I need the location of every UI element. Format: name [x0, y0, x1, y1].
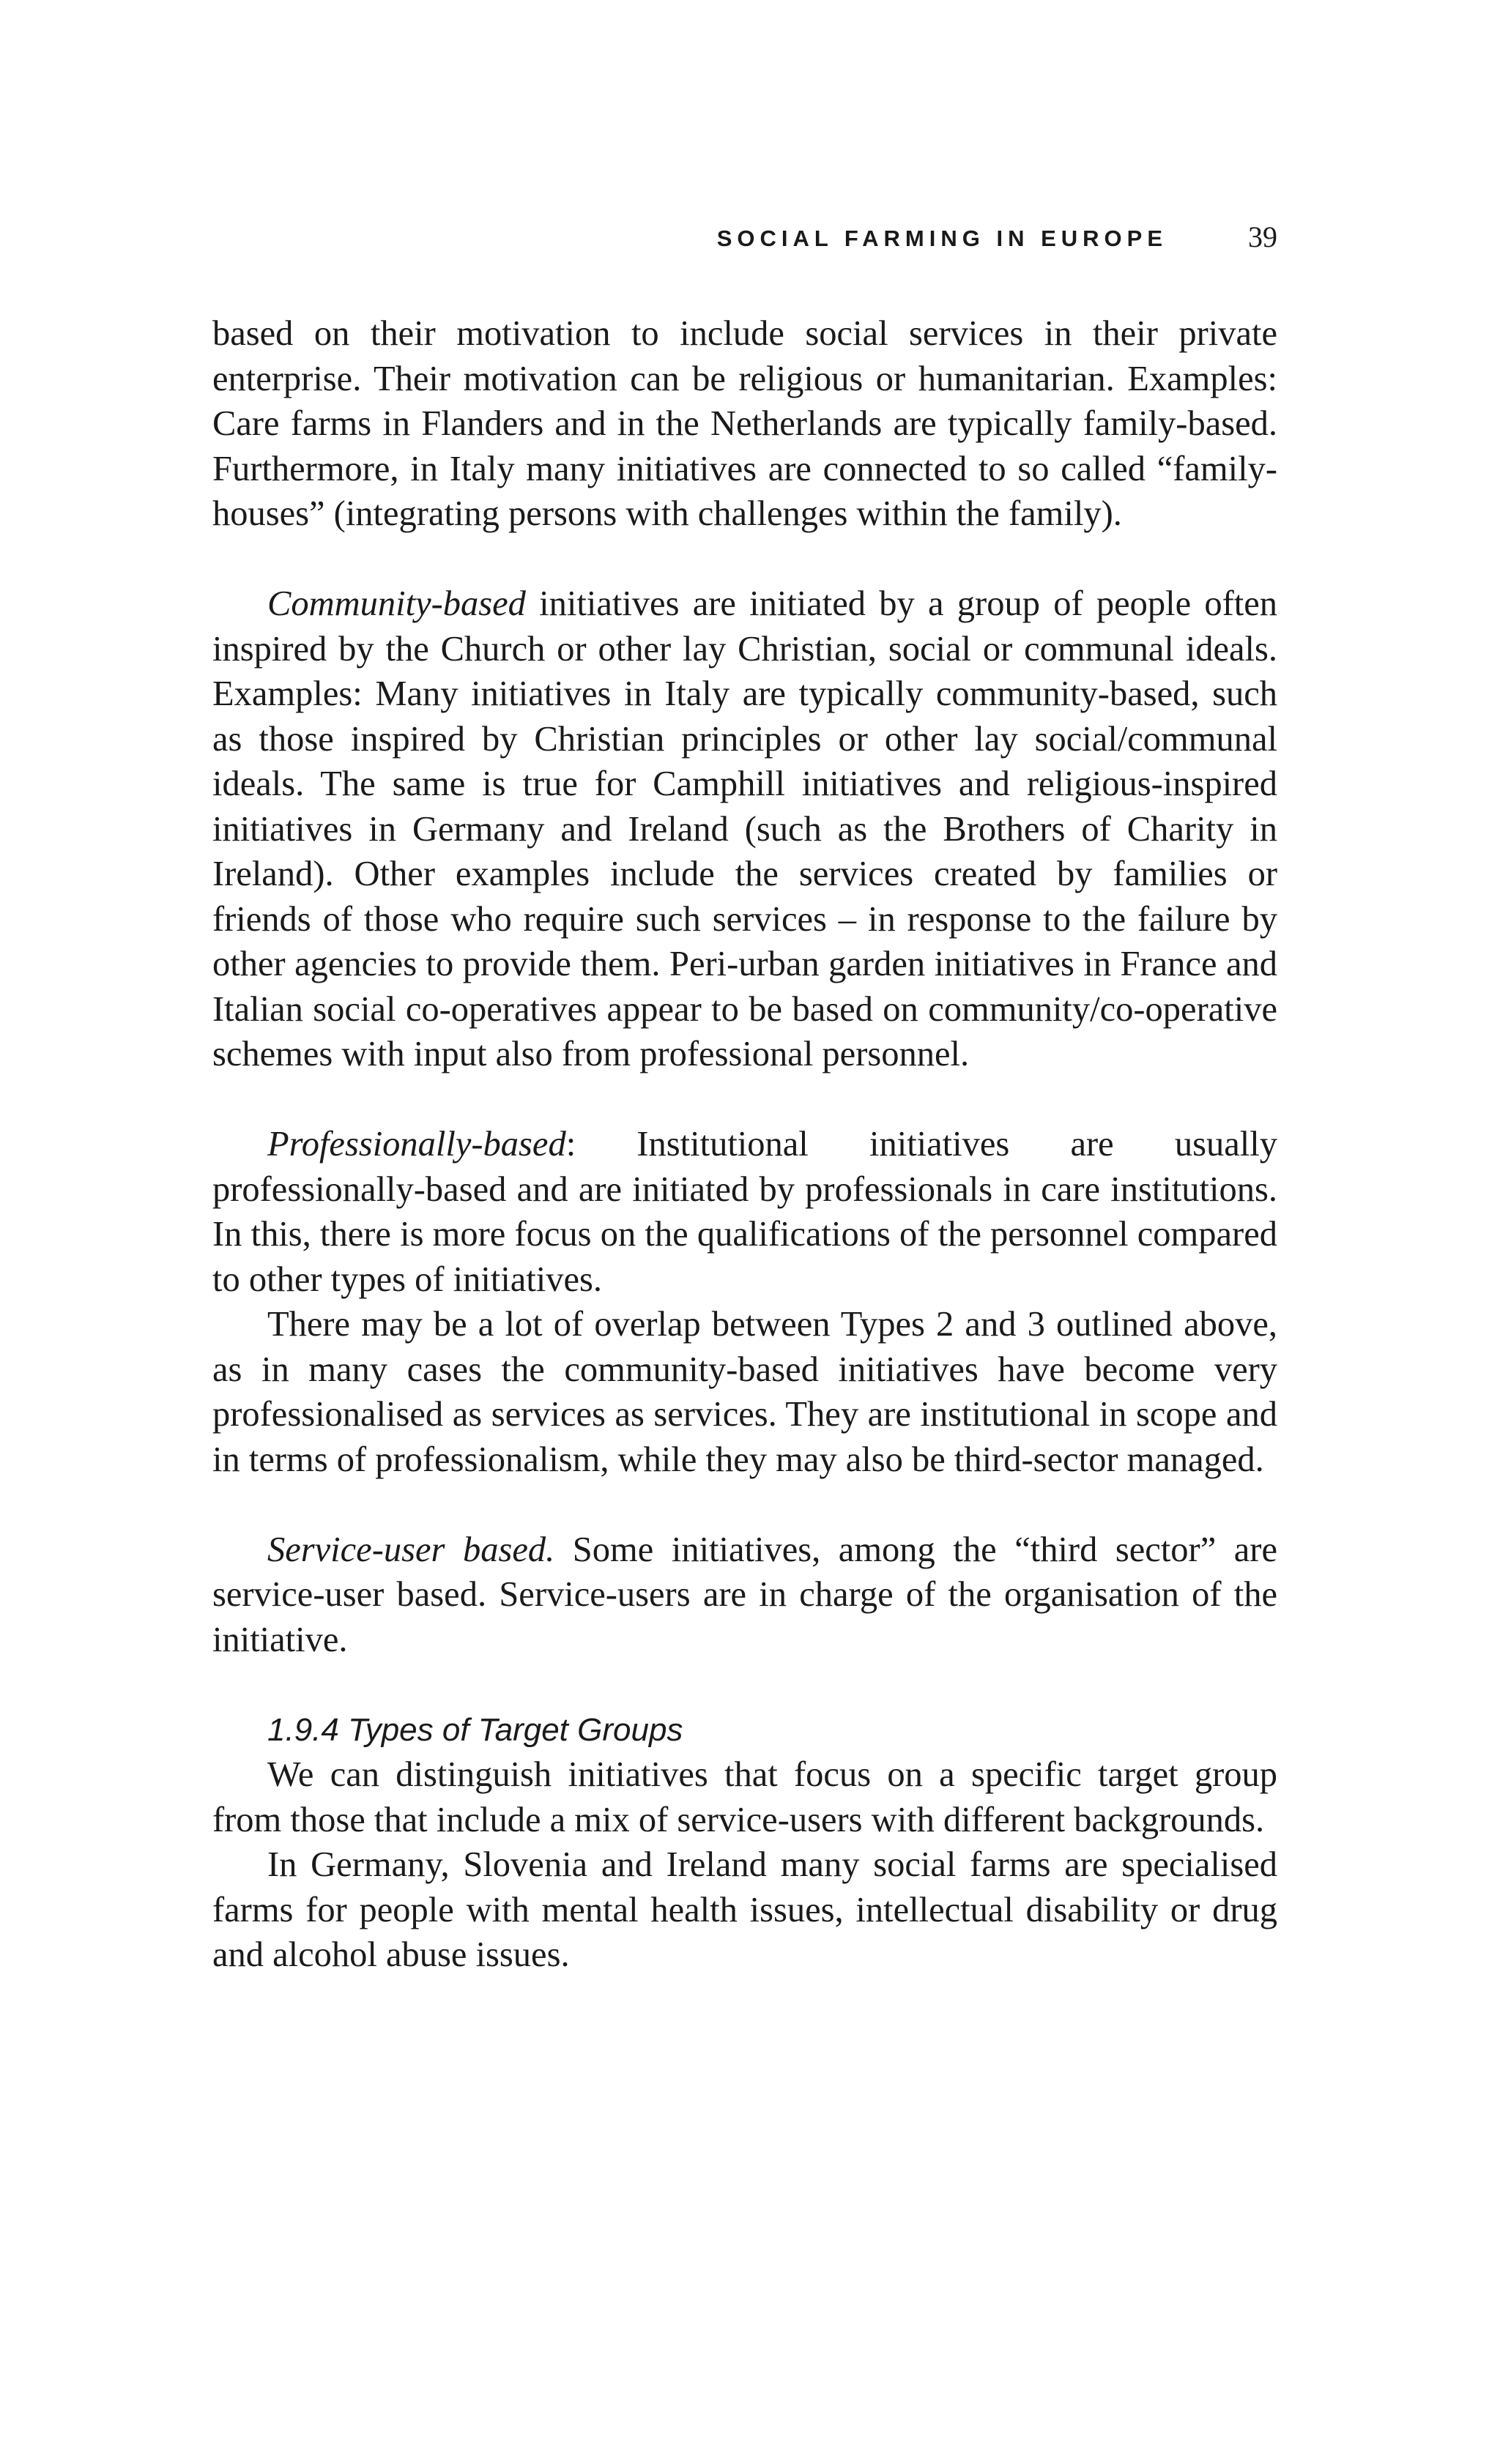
paragraph-lead: Professionally-based	[267, 1125, 566, 1164]
paragraph-lead: Community-based	[267, 584, 526, 623]
paragraph-family-based	[212, 311, 1277, 537]
paragraph-text: Some initiatives, among the “third sector” are service-user based. Service-users are in charge of the organisation of the initiative.	[212, 1530, 1277, 1659]
running-head	[212, 220, 1277, 264]
page-number: 39	[1248, 220, 1277, 253]
paragraph-service-user-based	[212, 1527, 1277, 1663]
running-title: SOCIAL FARMING IN EUROPE	[716, 226, 1167, 251]
paragraph-community-based	[212, 581, 1277, 1077]
paragraph-text: based on their motivation to include social services in their private enterprise. Their motivation can be religious or humanitarian. Examples: Care farms in Flanders and in the Netherlands are typically family-based. Furthermore, in Italy many initiatives are connected to so called “family-houses” (integrating persons with challenges within the family).	[212, 314, 1277, 533]
paragraph-text: There may be a lot of overlap between Types 2 and 3 outlined above, as in many cases the community-based initiatives have become very professionalised as services as services. They are institutional in scope and in terms of professionalism, while they may also be third-sector managed.	[212, 1305, 1277, 1479]
section-paragraph: In Germany, Slovenia and Ireland many social farms are specialised farms for people with mental health issues, intellectual disability or drug and alcohol abuse issues.	[212, 1845, 1277, 1974]
body-text	[212, 311, 1277, 1978]
section-heading: 1.9.4 Types of Target Groups	[267, 1711, 683, 1748]
section-paragraph: We can distinguish initiatives that focus on a specific target group from those that include a mix of service-users with different backgrounds.	[212, 1755, 1277, 1839]
paragraph-text: initiatives are initiated by a group of people often inspired by the Church or other lay Christian, social or communal ideals. Examples: Many initiatives in Italy are typically community-based, such as those inspired by Christian principles or other lay social/communal ideals. The same is true for Camphill initiatives and religious-inspired initiatives in Germany and Ireland (such as the Brothers of Charity in Ireland). Other examples include the services created by families or friends of those who require such services – in response to the failure by other agencies to provide them. Peri-urban garden initiatives in France and Italian social co-operatives appear to be based on community/co-operative schemes with input also from professional personnel.	[212, 584, 1277, 1073]
paragraph-lead: Service-user based.	[267, 1530, 555, 1569]
paragraph-text: : Institutional initiatives are usually professionally-based and are initiated by professionals in care institutions. In this, there is more focus on the qualifications of the personnel compared to other types of initiatives.	[212, 1125, 1277, 1299]
paragraph-overlap	[212, 1302, 1277, 1482]
paragraph-professionally-based	[212, 1122, 1277, 1302]
